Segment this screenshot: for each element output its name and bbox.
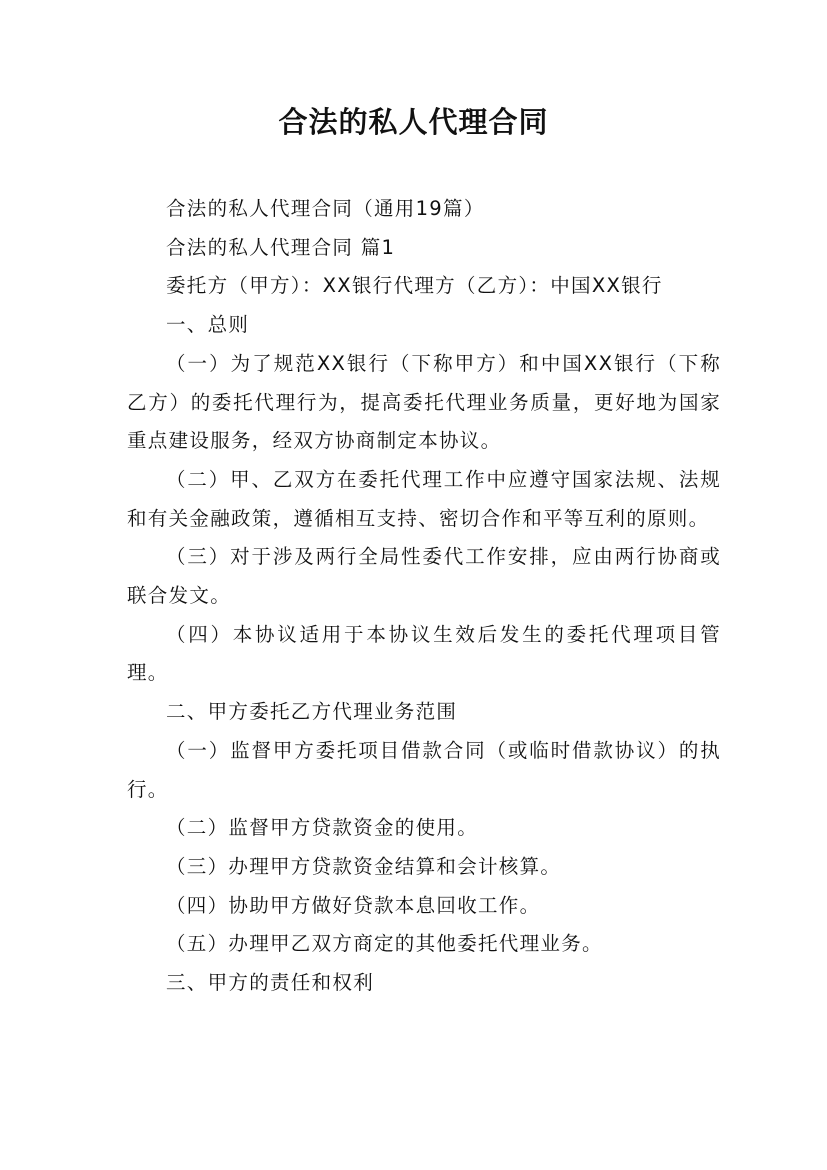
paragraph-section-heading: 合法的私人代理合同 篇1: [166, 235, 396, 259]
paragraph-clause-1-2: （二）甲、乙双方在委托代理工作中应遵守国家法规、法规和有关金融政策，遵循相互支持、密切合作和平等互利的原则。: [127, 467, 721, 530]
paragraph-clause-1-1: （一）为了规范XX银行（下称甲方）和中国XX银行（下称乙方）的委托代理行为，提高委托代理业务质量，更好地为国家重点建设服务，经双方协商制定本协议。: [127, 351, 721, 453]
paragraph-clause-2-4: （四）协助甲方做好贷款本息回收工作。: [166, 893, 541, 917]
paragraph-heading-scope: 二、甲方委托乙方代理业务范围: [166, 700, 458, 724]
paragraph-heading-general: 一、总则: [166, 313, 250, 337]
paragraph-clause-2-5: （五）办理甲乙双方商定的其他委托代理业务。: [166, 932, 603, 956]
paragraph-clause-2-2: （二）监督甲方贷款资金的使用。: [166, 816, 479, 840]
paragraph-collection-title: 合法的私人代理合同（通用19篇）: [166, 197, 485, 220]
paragraph-clause-2-3: （三）办理甲方贷款资金结算和会计核算。: [166, 854, 562, 878]
paragraph-clause-1-4: （四）本协议适用于本协议生效后发生的委托代理项目管理。: [127, 622, 721, 685]
paragraph-parties: 委托方（甲方）：XX银行代理方（乙方）：中国XX银行: [166, 274, 663, 298]
document-title: 合法的私人代理合同: [278, 105, 549, 139]
document-body: [127, 190, 721, 1003]
paragraph-heading-responsibilities: 三、甲方的责任和权利: [166, 971, 375, 995]
paragraph-clause-2-1: （一）监督甲方委托项目借款合同（或临时借款协议）的执行。: [127, 738, 721, 801]
paragraph-clause-1-3: （三）对于涉及两行全局性委代工作安排，应由两行协商或联合发文。: [127, 545, 721, 608]
